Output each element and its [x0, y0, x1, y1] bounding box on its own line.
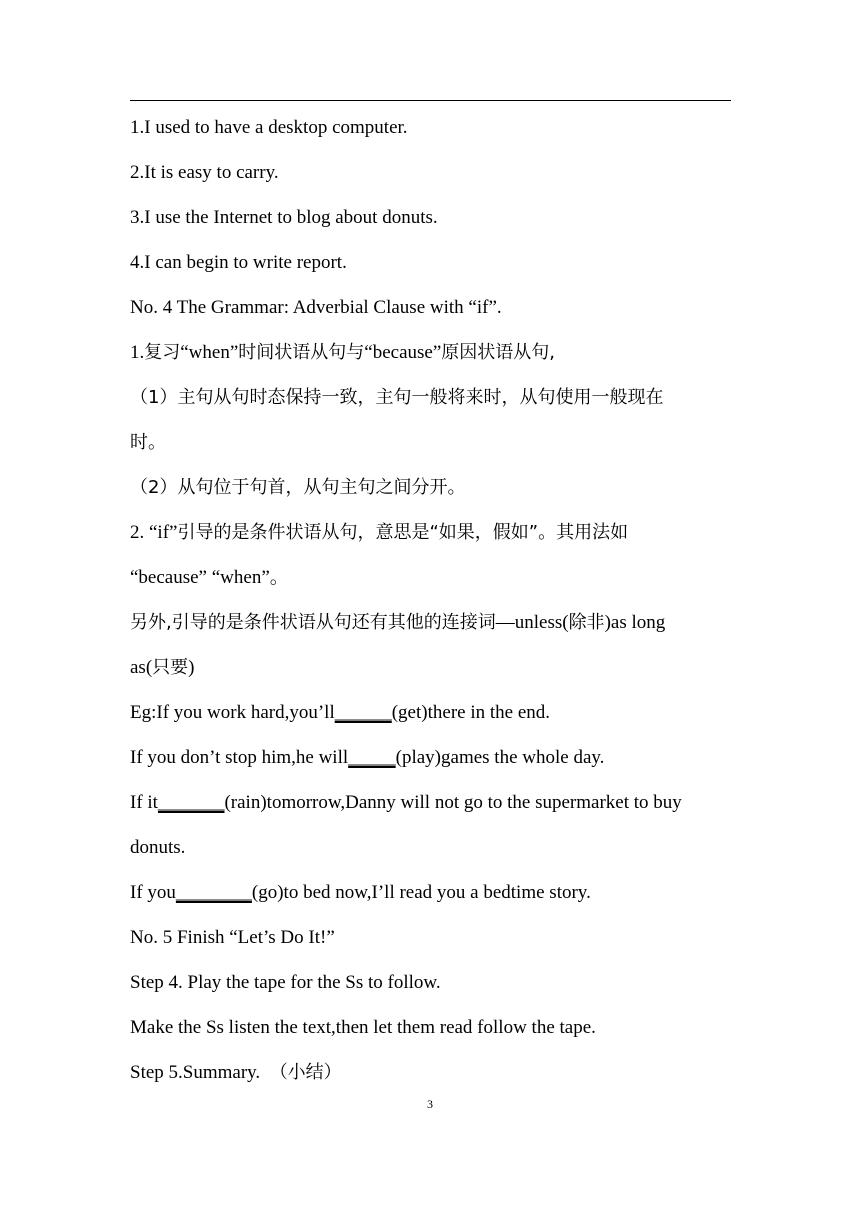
exercise-line [130, 785, 731, 830]
text-run: 原因状语从句, [441, 342, 556, 363]
text-run: 另外, [130, 612, 172, 633]
fill-blank: ______ [334, 702, 392, 723]
text-run: 2. “if” [130, 522, 178, 543]
text-run: 除非 [568, 612, 605, 633]
text-line [130, 1055, 731, 1100]
text-line: donuts. [130, 837, 186, 858]
text-line [130, 605, 731, 650]
text-run: （小结） [269, 1062, 342, 1083]
text-run: (go)to bed now,I’ll read you a bedtime story. [251, 882, 591, 903]
text-run: (get)there in the end. [391, 702, 550, 723]
exercise-line [130, 740, 731, 785]
text-run: )as long [604, 612, 666, 633]
text-run: as( [130, 657, 153, 678]
text-line: Make the Ss listen the text,then let them read follow the tape. [130, 1017, 596, 1038]
text-run: (play)games the whole day. [395, 747, 605, 768]
exercise-line [130, 695, 731, 740]
text-run: Eg:If you work hard,you’ll [130, 702, 335, 723]
text-run: ) [188, 657, 195, 678]
text-line: 4.I can begin to write report. [130, 252, 347, 273]
text-run: “because” [364, 342, 442, 363]
text-run: 时间状语从句与 [238, 342, 365, 363]
text-line [130, 650, 731, 695]
fill-blank: ________ [175, 882, 252, 903]
text-run: 复习 [144, 342, 181, 363]
text-line [130, 515, 731, 560]
text-run: If it [130, 792, 158, 813]
text-line: 时。 [130, 432, 166, 453]
text-run: 1. [130, 342, 145, 363]
header-rule [130, 100, 731, 101]
text-line: 1.I used to have a desktop computer. [130, 117, 408, 138]
section-heading-finish: No. 5 Finish “Let’s Do It!” [130, 927, 335, 948]
text-run: “when” [180, 342, 239, 363]
text-line: （2）从句位于句首，从句主句之间分开。 [130, 477, 466, 498]
fill-blank: _____ [348, 747, 396, 768]
text-run: If you don’t stop him,he will [130, 747, 349, 768]
page-body [130, 110, 731, 1100]
text-run: —unless( [495, 612, 569, 633]
page-number: 3 [427, 1097, 433, 1111]
text-line: 3.I use the Internet to blog about donuts. [130, 207, 438, 228]
text-line: 2.It is easy to carry. [130, 162, 279, 183]
text-line [130, 335, 731, 380]
text-line: Step 4. Play the tape for the Ss to follow. [130, 972, 441, 993]
text-run: Step 5.Summary. [130, 1062, 261, 1083]
exercise-line [130, 875, 731, 920]
text-run: (rain)tomorrow,Danny will not go to the supermarket to buy [224, 792, 682, 813]
text-run: If you [130, 882, 176, 903]
text-line: “because” “when”。 [130, 567, 289, 588]
fill-blank: _______ [157, 792, 225, 813]
text-line: （1）主句从句时态保持一致，主句一般将来时，从句使用一般现在 [130, 387, 664, 408]
text-run: 只要 [152, 657, 189, 678]
section-heading-grammar: No. 4 The Grammar: Adverbial Clause with “if”. [130, 297, 502, 318]
text-run: 引导的是条件状语从句，意思是“如果，假如”。其用法如 [177, 522, 629, 543]
text-run: 引导的是条件状语从句还有其他的连接词 [171, 612, 496, 633]
